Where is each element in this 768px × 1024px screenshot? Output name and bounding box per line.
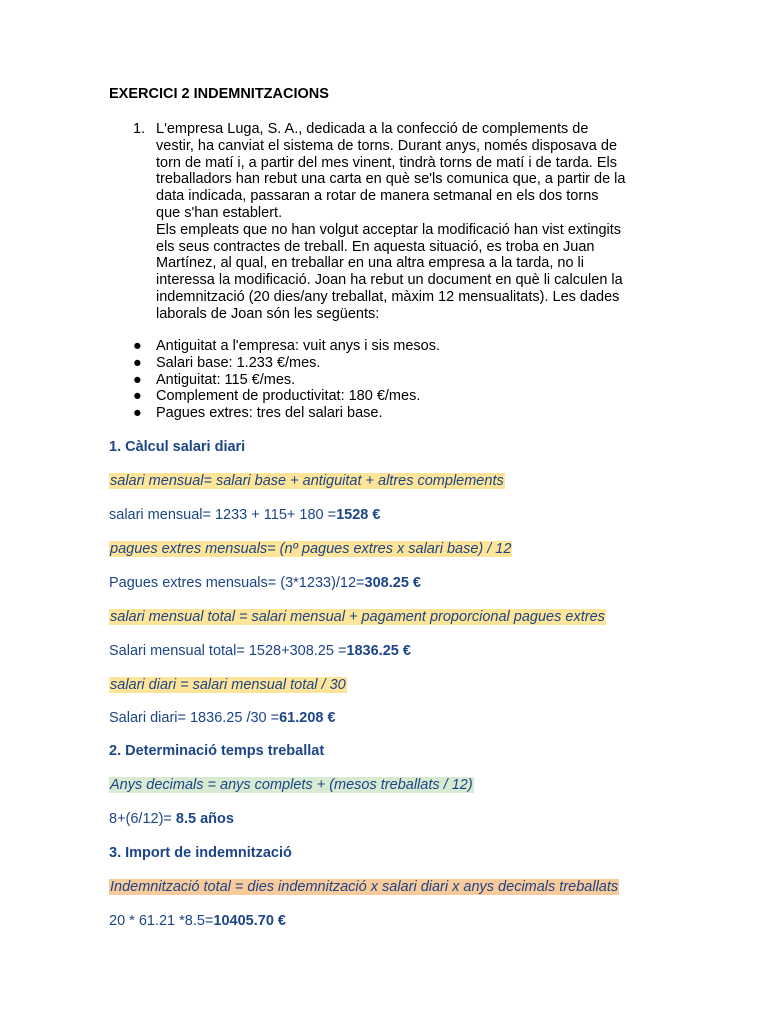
result [109,912,286,930]
result-text: 8+(6/12)= [109,811,176,827]
result-text: salari mensual= 1233 + 115+ 180 = [109,507,337,523]
result [109,810,234,828]
document-title: EXERCICI 2 INDEMNITZACIONS [109,86,329,102]
list-item-text: Salari base: 1.233 €/mes. [156,354,321,371]
data-list [133,338,440,422]
statement-line: que s'han establert. [156,204,283,221]
statement-line: Martínez, al qual, en treballar en una altra empresa a la tarda, no li [156,255,584,272]
statement-line: interessa la modificació. Joan ha rebut un document en què li calculen la [156,272,623,289]
list-item [133,372,440,389]
bullet-icon: ● [133,371,142,388]
list-item-text: Antiguitat a l'empresa: vuit anys i sis mesos. [156,338,441,354]
result [109,709,336,727]
statement-line: laborals de Joan són les següents: [156,305,380,322]
result [109,574,421,592]
list-item-text: Pagues extres: tres del salari base. [156,405,383,422]
list-item-text: Antiguitat: 115 €/mes. [156,371,296,388]
formula [109,878,619,896]
formula [109,676,347,694]
exercise-statement [156,121,625,323]
result-value: 8.5 años [175,811,234,827]
formula [109,776,474,794]
formula-text: Anys decimals = anys complets + (mesos treballats / 12) [110,777,473,793]
formula-text: salari diari = salari mensual total / 30 [110,677,346,693]
result [109,506,380,524]
bullet-icon: ● [133,354,142,371]
result-value: 1528 € [336,507,381,523]
bullet-icon: ● [133,388,142,405]
formula [109,472,505,490]
list-item [133,355,440,372]
statement-line: torn de matí i, a partir del mes vinent, tindrà torns de matí i de tarda. Els [156,154,617,171]
result-value: 1836.25 € [346,643,411,659]
result-text: Salari mensual total= 1528+308.25 = [109,643,347,659]
bullet-icon: ● [133,338,142,354]
formula-text: Indemnització total = dies indemnització x salari diari x anys decimals treballats [110,879,619,895]
formula-text: salari mensual= salari base + antiguitat + altres complements [110,473,504,489]
statement-line: Els empleats que no han volgut acceptar la modificació han vist extingits [156,221,622,238]
section-heading: 3. Import de indemnització [109,845,292,861]
statement-line: L'empresa Luga, S. A., dedicada a la confecció de complements de [156,121,589,137]
result-value: 61.208 € [279,710,336,726]
statement-line: els seus contractes de treball. En aquesta situació, es troba en Juan [156,238,595,255]
result-value: 10405.70 € [213,913,286,929]
list-item-text: Complement de productivitat: 180 €/mes. [156,388,421,405]
bullet-icon: ● [133,405,142,422]
result-text: Salari diari= 1836.25 /30 = [109,710,280,726]
statement-line: vestir, ha canviat el sistema de torns. Durant anys, només disposava de [156,137,618,154]
list-item [133,338,440,355]
result-value: 308.25 € [364,575,421,591]
formula [109,540,512,558]
result [109,642,411,660]
section-heading: 1. Càlcul salari diari [109,439,246,455]
statement-line: treballadors han rebut una carta en què se'ls comunica que, a partir de la [156,171,626,188]
statement-line: data indicada, passaran a rotar de manera setmanal en els dos torns [156,188,599,205]
formula-text: salari mensual total = salari mensual + pagament proporcional pagues extres [110,609,605,625]
list-number: 1. [133,121,146,137]
formula [109,608,606,626]
formula-text: pagues extres mensuals= (nº pagues extres x salari base) / 12 [110,541,512,557]
result-text: 20 * 61.21 *8.5= [109,913,214,929]
result-text: Pagues extres mensuals= (3*1233)/12= [109,575,365,591]
list-item [133,405,440,422]
section-heading: 2. Determinació temps treballat [109,743,325,759]
statement-line: indemnització (20 dies/any treballat, màxim 12 mensualitats). Les dades [156,288,620,305]
list-item [133,388,440,405]
